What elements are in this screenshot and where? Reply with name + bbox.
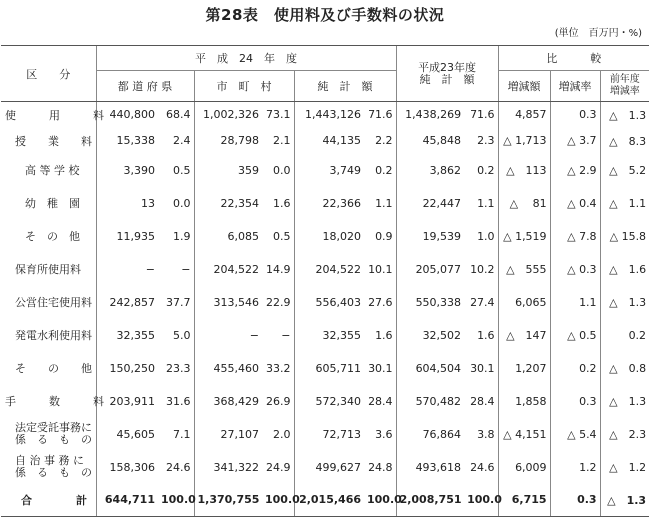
cell-diff: △ 81 xyxy=(498,187,550,220)
row-label: 手 数 料 xyxy=(5,395,104,408)
cell-pref: 15,338 xyxy=(96,128,158,154)
cell-pref-pct: 31.6 xyxy=(166,394,191,408)
cell-muni: 22,354 xyxy=(194,187,262,220)
cell-pref: 150,250 xyxy=(96,352,158,385)
cell-diff: △ 4,151 xyxy=(498,418,550,451)
row-label: 高 等 学 校 xyxy=(25,164,80,177)
fy24-header: 平 成 24 年 度 xyxy=(96,46,396,71)
cell-muni: 359 xyxy=(194,154,262,187)
cell-prev: 493,618 xyxy=(396,451,464,484)
cell-net-pct: 0.9 xyxy=(375,229,393,243)
cell-prev: 76,864 xyxy=(396,418,464,451)
cell-diff: △ 113 xyxy=(498,154,550,187)
table-row xyxy=(1,102,649,128)
cell-muni: 28,798 xyxy=(194,128,262,154)
cell-prev-rate: △ 1.3 xyxy=(600,484,649,517)
cell-net-pct: 10.1 xyxy=(368,262,393,276)
cell-muni-pct: 100.0 xyxy=(262,484,294,517)
cell-prev: 32,502 xyxy=(396,319,464,352)
cell-muni: − xyxy=(194,319,262,352)
cell-muni-pct: 33.2 xyxy=(266,361,291,375)
cell-rate: △ 0.3 xyxy=(550,253,600,286)
cell-pref: 32,355 xyxy=(96,319,158,352)
cell-pref-pct: 100.0 xyxy=(158,484,194,517)
cell-net: 556,403 xyxy=(294,286,364,319)
cell-net: 1,443,126 xyxy=(294,102,364,128)
table-row xyxy=(1,253,649,286)
row-label: 発電水利使用料 xyxy=(15,329,92,342)
cell-prev-rate: △ 8.3 xyxy=(600,128,649,154)
table-row xyxy=(1,451,649,484)
cell-muni-pct: 0.5 xyxy=(273,229,291,243)
row-label-line1: 自 治 事 務 に xyxy=(15,454,84,467)
cell-muni-pct: 22.9 xyxy=(266,295,291,309)
header-row-2 xyxy=(1,71,649,102)
compare-header: 比 較 xyxy=(498,46,649,71)
cell-net-pct: 0.2 xyxy=(375,163,393,177)
cell-net: 22,366 xyxy=(294,187,364,220)
cell-prev-rate: △ 1.3 xyxy=(600,286,649,319)
cell-net-pct: 28.4 xyxy=(368,394,393,408)
cell-pref: 3,390 xyxy=(96,154,158,187)
cell-prev-pct: 1.0 xyxy=(477,229,495,243)
cell-net: 605,711 xyxy=(294,352,364,385)
row-label: 授 業 料 xyxy=(15,134,92,148)
cell-rate: △ 0.5 xyxy=(550,319,600,352)
cell-net: 32,355 xyxy=(294,319,364,352)
cell-net-pct: 2.2 xyxy=(375,134,393,147)
cell-prev-rate: 0.2 xyxy=(600,319,649,352)
cell-pref-pct: 0.5 xyxy=(173,163,191,177)
cell-muni: 341,322 xyxy=(194,451,262,484)
cell-prev-rate: △ 1.6 xyxy=(600,253,649,286)
cell-diff: 6,009 xyxy=(498,451,550,484)
cell-prev-pct: 30.1 xyxy=(470,361,495,375)
cell-prev: 570,482 xyxy=(396,385,464,418)
cell-prev: 550,338 xyxy=(396,286,464,319)
cell-prev-pct: 2.3 xyxy=(477,134,495,147)
change-rate-header: 増減率 xyxy=(550,71,600,102)
cell-pref-pct: 37.7 xyxy=(166,295,191,309)
cell-rate: 1.1 xyxy=(550,286,600,319)
cell-muni: 368,429 xyxy=(194,385,262,418)
table-row xyxy=(1,418,649,451)
fy23-header xyxy=(396,46,498,102)
cell-net-pct: 24.8 xyxy=(368,460,393,474)
row-label: 公営住宅使用料 xyxy=(15,296,92,309)
cell-net: 204,522 xyxy=(294,253,364,286)
cell-net-pct: 3.6 xyxy=(375,427,393,441)
cell-prev-pct: 10.2 xyxy=(470,262,495,276)
cell-prev-pct: 71.6 xyxy=(470,108,495,122)
cell-rate: 0.2 xyxy=(550,352,600,385)
cell-pref-pct: 68.4 xyxy=(166,108,191,122)
prev-rate-header-line2: 増減率 xyxy=(609,86,640,97)
cell-rate: △ 7.8 xyxy=(550,220,600,253)
cell-muni-pct: − xyxy=(281,328,291,342)
cell-diff: △ 555 xyxy=(498,253,550,286)
cell-muni-pct: 0.0 xyxy=(273,163,291,177)
cell-muni-pct: 24.9 xyxy=(266,460,291,474)
cell-diff: 1,858 xyxy=(498,385,550,418)
cell-muni: 1,370,755 xyxy=(194,484,262,517)
table-row xyxy=(1,385,649,418)
table-row xyxy=(1,286,649,319)
row-label: 合 計 xyxy=(1,484,96,517)
cell-muni: 455,460 xyxy=(194,352,262,385)
net-total-header: 純 計 額 xyxy=(294,71,396,102)
table-row xyxy=(1,220,649,253)
cell-pref: 644,711 xyxy=(96,484,158,517)
cell-prev-rate: △ 1.3 xyxy=(600,385,649,418)
table-row xyxy=(1,154,649,187)
cell-muni-pct: 14.9 xyxy=(266,262,291,276)
cell-prev: 19,539 xyxy=(396,220,464,253)
cell-pref: 11,935 xyxy=(96,220,158,253)
cell-pref-pct: 2.4 xyxy=(173,134,191,147)
cell-prev: 604,504 xyxy=(396,352,464,385)
cell-prev: 45,848 xyxy=(396,128,464,154)
cell-prev-pct: 24.6 xyxy=(470,460,495,474)
cell-pref: 158,306 xyxy=(96,451,158,484)
cell-prev-rate: △ 1.2 xyxy=(600,451,649,484)
cell-pref-pct: 7.1 xyxy=(173,427,191,441)
cell-net: 3,749 xyxy=(294,154,364,187)
table-row xyxy=(1,484,649,517)
fee-table xyxy=(1,45,649,517)
cell-prev: 2,008,751 xyxy=(396,484,464,517)
cell-pref-pct: 23.3 xyxy=(166,361,191,375)
cell-muni: 27,107 xyxy=(194,418,262,451)
table-row xyxy=(1,319,649,352)
cell-prev-rate: △ 5.2 xyxy=(600,154,649,187)
cell-pref: 440,800 xyxy=(96,102,158,128)
row-label-line1: 法定受託事務に xyxy=(15,421,92,434)
cell-prev-pct: 1.6 xyxy=(477,328,495,342)
cell-rate: 0.3 xyxy=(550,102,600,128)
cell-muni-pct: 2.0 xyxy=(273,427,291,441)
cell-diff: 4,857 xyxy=(498,102,550,128)
cell-pref: − xyxy=(96,253,158,286)
cell-net-pct: 30.1 xyxy=(368,361,393,375)
cell-net-pct: 27.6 xyxy=(368,295,393,309)
row-label xyxy=(1,418,96,451)
cell-prev-pct: 3.8 xyxy=(477,427,495,441)
cell-pref-pct: − xyxy=(181,262,191,276)
cell-net: 499,627 xyxy=(294,451,364,484)
cell-pref-pct: 0.0 xyxy=(173,196,191,210)
cell-prev-pct: 100.0 xyxy=(464,484,498,517)
cell-pref: 45,605 xyxy=(96,418,158,451)
cell-muni: 313,546 xyxy=(194,286,262,319)
cell-net: 44,135 xyxy=(294,128,364,154)
row-label: 使 用 料 xyxy=(5,108,104,122)
row-label: そ の 他 xyxy=(15,362,92,375)
cell-muni-pct: 1.6 xyxy=(273,196,291,210)
cell-prev: 1,438,269 xyxy=(396,102,464,128)
cell-muni-pct: 73.1 xyxy=(266,108,291,122)
cell-rate: △ 0.4 xyxy=(550,187,600,220)
cell-net: 2,015,466 xyxy=(294,484,364,517)
cell-muni-pct: 26.9 xyxy=(266,394,291,408)
cell-muni: 204,522 xyxy=(194,253,262,286)
cell-rate: △ 2.9 xyxy=(550,154,600,187)
cell-net-pct: 100.0 xyxy=(364,484,396,517)
table-body xyxy=(1,102,649,517)
category-header: 区 分 xyxy=(1,46,96,102)
change-amount-header: 増減額 xyxy=(498,71,550,102)
cell-prev: 22,447 xyxy=(396,187,464,220)
prefecture-header: 都 道 府 県 xyxy=(96,71,194,102)
table-row xyxy=(1,352,649,385)
table-row xyxy=(1,187,649,220)
cell-prev-pct: 1.1 xyxy=(477,196,495,210)
cell-muni-pct: 2.1 xyxy=(273,134,291,147)
municipality-header: 市 町 村 xyxy=(194,71,294,102)
cell-rate: △ 3.7 xyxy=(550,128,600,154)
cell-diff: △ 147 xyxy=(498,319,550,352)
cell-pref: 203,911 xyxy=(96,385,158,418)
row-label: 幼 稚 園 xyxy=(25,197,80,210)
cell-pref-pct: 1.9 xyxy=(173,229,191,243)
cell-muni: 1,002,326 xyxy=(194,102,262,128)
cell-diff: 6,715 xyxy=(498,484,550,517)
row-label: 保育所使用料 xyxy=(15,263,81,276)
cell-diff: △ 1,713 xyxy=(498,128,550,154)
row-label xyxy=(1,451,96,484)
cell-diff: △ 1,519 xyxy=(498,220,550,253)
row-label-line2: 係 る も の xyxy=(15,466,92,479)
cell-prev-pct: 0.2 xyxy=(477,163,495,177)
cell-prev-rate: △ 1.1 xyxy=(600,187,649,220)
cell-net-pct: 71.6 xyxy=(368,108,393,122)
prev-rate-header xyxy=(600,71,649,102)
cell-prev: 3,862 xyxy=(396,154,464,187)
row-label: そ の 他 xyxy=(25,230,80,243)
cell-rate: 1.2 xyxy=(550,451,600,484)
cell-pref: 13 xyxy=(96,187,158,220)
cell-diff: 1,207 xyxy=(498,352,550,385)
cell-net: 18,020 xyxy=(294,220,364,253)
prev-rate-header-line1: 前年度 xyxy=(609,74,640,85)
header-row-1 xyxy=(1,46,649,71)
cell-net: 572,340 xyxy=(294,385,364,418)
cell-rate: 0.3 xyxy=(550,385,600,418)
cell-prev-rate: △ 0.8 xyxy=(600,352,649,385)
cell-pref-pct: 24.6 xyxy=(166,460,191,474)
cell-pref: 242,857 xyxy=(96,286,158,319)
cell-prev-pct: 28.4 xyxy=(470,394,495,408)
cell-pref-pct: 5.0 xyxy=(173,328,191,342)
cell-net: 72,713 xyxy=(294,418,364,451)
cell-prev-pct: 27.4 xyxy=(470,295,495,309)
cell-prev: 205,077 xyxy=(396,253,464,286)
fy23-header-line2: 純 計 額 xyxy=(419,72,475,86)
fy23-header-line1: 平成23年度 xyxy=(418,60,477,74)
unit-note: (単位 百万円・%) xyxy=(554,28,642,39)
cell-net-pct: 1.1 xyxy=(375,196,393,210)
cell-prev-rate: △ 15.8 xyxy=(600,220,649,253)
table-row xyxy=(1,128,649,154)
cell-prev-rate: △ 2.3 xyxy=(600,418,649,451)
row-label-line2: 係 る も の xyxy=(15,433,92,446)
cell-rate: 0.3 xyxy=(550,484,600,517)
cell-rate: △ 5.4 xyxy=(550,418,600,451)
cell-net-pct: 1.6 xyxy=(375,328,393,342)
cell-diff: 6,065 xyxy=(498,286,550,319)
cell-prev-rate: △ 1.3 xyxy=(600,102,649,128)
cell-muni: 6,085 xyxy=(194,220,262,253)
table-title: 第28表 使用料及び手数料の状況 xyxy=(205,6,445,24)
